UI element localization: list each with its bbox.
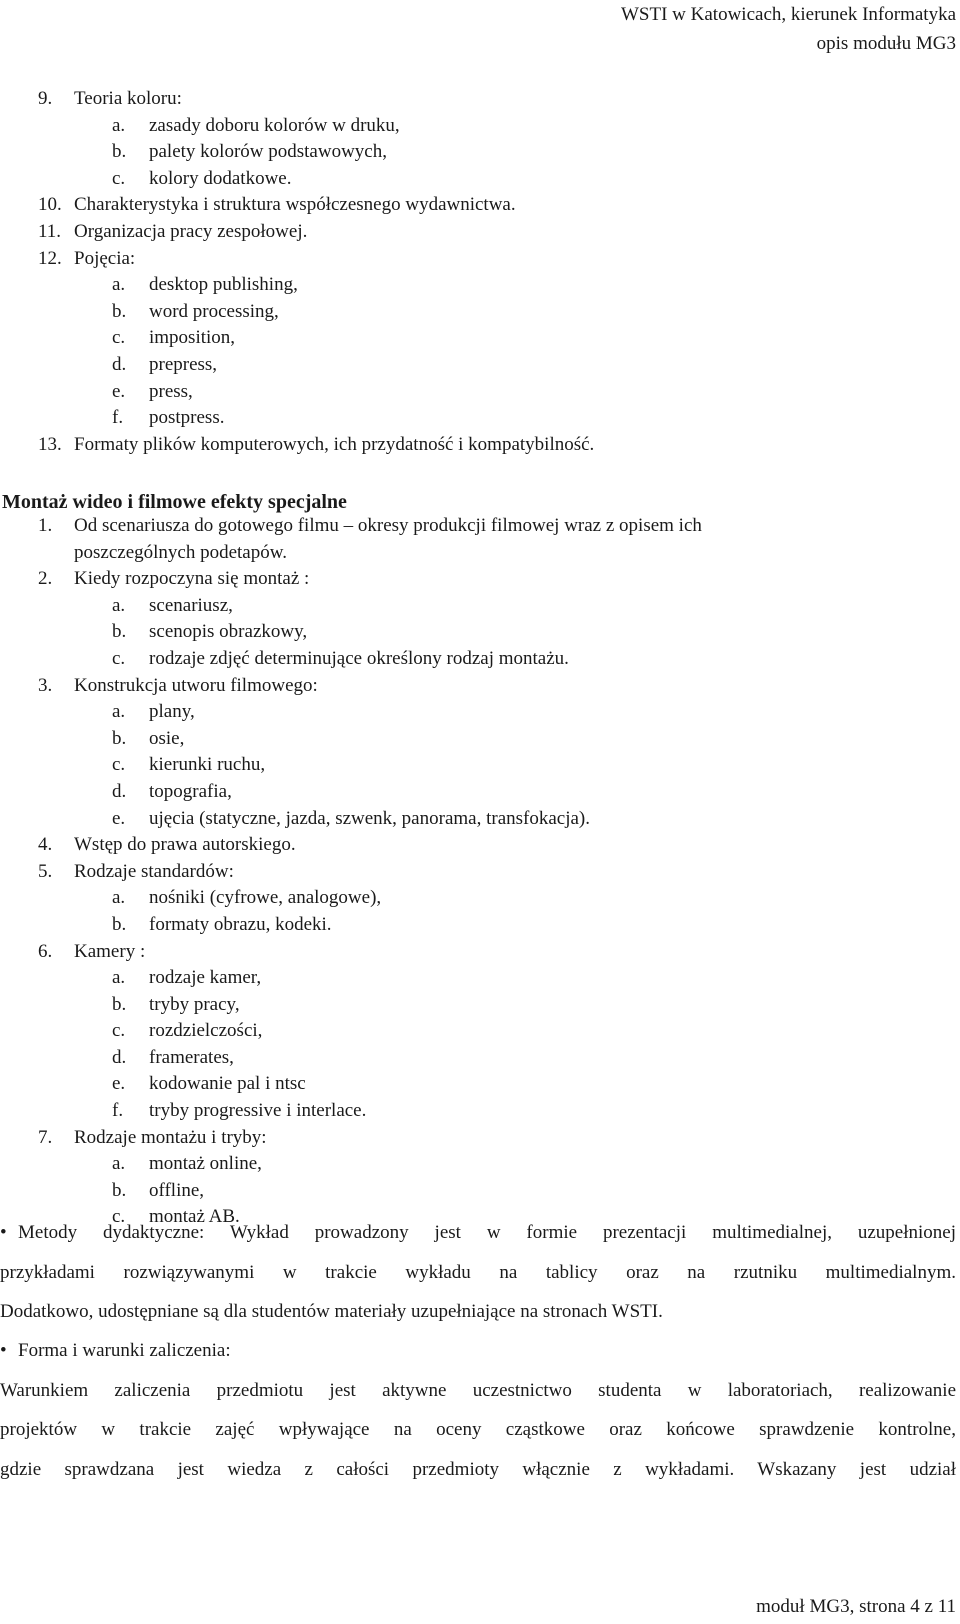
list-item-continuation: poszczególnych podetapów.: [74, 541, 287, 563]
sub-list-item: [0, 1098, 960, 1125]
sub-list-item: [0, 912, 960, 939]
list-item-text: Formaty plików komputerowych, ich przydatność i kompatybilność.: [74, 433, 595, 455]
header-module: opis modułu MG3: [816, 33, 956, 54]
sub-list-item-text: palety kolorów podstawowych,: [149, 141, 387, 163]
sub-list-item: [0, 379, 960, 406]
sub-list-item-text: montaż online,: [149, 1153, 262, 1175]
sub-list-item-text: prepress,: [149, 353, 218, 375]
list-item-number: 6.: [38, 940, 53, 962]
sub-list-item-text: tryby pracy,: [149, 993, 240, 1015]
sub-list-item-text: ujęcia (statyczne, jazda, szwenk, panorama, transfokacja).: [149, 807, 590, 829]
metody-line-1: • Metody dydaktyczne: Wykład prowadzony jest w formie prezentacji multimedialnej, uzupełnionej: [0, 1213, 956, 1253]
sub-list-item-letter: c.: [112, 167, 126, 189]
header-institution: WSTI w Katowicach, kierunek Informatyka: [620, 4, 956, 25]
forma-heading: • Forma i warunki zaliczenia:: [0, 1331, 956, 1371]
sub-list-item: [0, 646, 960, 673]
sub-list-item: [0, 1151, 960, 1178]
sub-list-item-text: word processing,: [149, 300, 279, 322]
page-footer: moduł MG3, strona 4 z 11: [756, 1596, 956, 1617]
sub-list-item-text: kierunki ruchu,: [149, 754, 266, 776]
sub-list-item-text: press,: [149, 380, 193, 402]
list-item: [0, 192, 960, 219]
sub-list-item-text: rozdzielczości,: [149, 1020, 263, 1042]
sub-list-item-letter: a.: [112, 701, 126, 723]
sub-list-item-letter: b.: [112, 1179, 127, 1201]
sub-list-item-letter: c.: [112, 327, 126, 349]
sub-list-item-letter: a.: [112, 967, 126, 989]
list-item: [0, 86, 960, 113]
metody-paragraph: [0, 1213, 956, 1332]
sub-list-item-letter: c.: [112, 1206, 126, 1228]
sub-list-item-text: formaty obrazu, kodeki.: [149, 913, 332, 935]
sub-list-item-letter: e.: [112, 380, 126, 402]
sub-list-item-text: rodzaje kamer,: [149, 967, 262, 989]
forma-paragraph: [0, 1331, 956, 1489]
sub-list-item: [0, 272, 960, 299]
sub-list-item: [0, 1045, 960, 1072]
sub-list-item-letter: b.: [112, 300, 127, 322]
sub-list-item-letter: b.: [112, 141, 127, 163]
list-item-text: Teoria koloru:: [74, 88, 182, 109]
list-item-number: 12.: [38, 247, 62, 269]
sub-list-item-letter: a.: [112, 274, 126, 296]
sub-list-item: [0, 1071, 960, 1098]
sub-list-item: [0, 885, 960, 912]
sub-list-item-letter: b.: [112, 621, 127, 643]
list-item: [0, 832, 960, 859]
list-item-text: Organizacja pracy zespołowej.: [74, 220, 308, 242]
sub-list-item: [0, 619, 960, 646]
topics-list-top: [0, 86, 960, 458]
sub-list-item-letter: f.: [112, 1100, 124, 1122]
sub-list-item-text: zasady doboru kolorów w druku,: [149, 114, 400, 136]
sub-list-item-letter: c.: [112, 1020, 126, 1042]
sub-list-item-letter: c.: [112, 754, 126, 776]
sub-list-item-letter: d.: [112, 780, 127, 802]
sub-list-item: [0, 352, 960, 379]
sub-list-item: [0, 992, 960, 1019]
sub-list-item-text: topografia,: [149, 780, 232, 802]
list-item-number: 5.: [38, 860, 53, 882]
list-item-text: Charakterystyka i struktura współczesnego wydawnictwa.: [74, 194, 516, 216]
list-item-text: Konstrukcja utworu filmowego:: [74, 674, 318, 696]
sub-list-item: [0, 779, 960, 806]
sub-list-item-letter: a.: [112, 887, 126, 909]
list-item-text: Kiedy rozpoczyna się montaż :: [74, 568, 310, 590]
sub-list-item: [0, 1178, 960, 1205]
bullet-icon: •: [0, 1340, 7, 1361]
sub-list-item-text: scenariusz,: [149, 594, 233, 616]
list-item: [0, 673, 960, 700]
sub-list-item-letter: d.: [112, 353, 127, 375]
sub-list-item-letter: f.: [112, 407, 124, 429]
forma-line-2: projektów w trakcie zajęć wpływające na oceny cząstkowe oraz końcowe sprawdzenie kontrolne,: [0, 1419, 956, 1440]
sub-list-item-text: rodzaje zdjęć determinujące określony rodzaj montażu.: [149, 647, 569, 669]
sub-list-item-text: scenopis obrazkowy,: [149, 621, 308, 643]
sub-list-item-text: kolory dodatkowe.: [149, 167, 292, 189]
sub-list-item: [0, 752, 960, 779]
sub-list-item: [0, 139, 960, 166]
list-item-text: Pojęcia:: [74, 247, 136, 269]
sub-list-item: [0, 166, 960, 193]
list-item-number: 1.: [38, 515, 53, 536]
list-item-number: 9.: [38, 88, 53, 109]
sub-list-item: [0, 299, 960, 326]
sub-list-item: [0, 325, 960, 352]
sub-list-item-text: offline,: [149, 1179, 205, 1201]
forma-line-3: gdzie sprawdzana jest wiedza z całości przedmioty włącznie z wykładami. Wskazany jest udział: [0, 1458, 956, 1480]
sub-list-item-text: plany,: [149, 701, 195, 723]
sub-list-item-text: osie,: [149, 727, 185, 749]
page-header: [621, 0, 956, 58]
list-item: [0, 859, 960, 886]
sub-list-item-letter: b.: [112, 727, 127, 749]
sub-list-item: [0, 113, 960, 140]
list-item-number: 10.: [38, 194, 62, 216]
sub-list-item-text: postpress.: [149, 407, 225, 429]
list-item: [0, 939, 960, 966]
sub-list-item-text: kodowanie pal i ntsc: [149, 1073, 306, 1095]
list-item-number: 3.: [38, 674, 53, 696]
sub-list-item-letter: d.: [112, 1046, 127, 1068]
sub-list-item: [0, 593, 960, 620]
list-item: [0, 246, 960, 273]
sub-list-item: [0, 405, 960, 432]
sub-list-item-text: montaż AB.: [149, 1206, 240, 1228]
list-item-number: 4.: [38, 834, 53, 856]
list-item-number: 7.: [38, 1126, 53, 1148]
sub-list-item-text: nośniki (cyfrowe, analogowe),: [149, 887, 382, 909]
sub-list-item-letter: e.: [112, 1073, 126, 1095]
list-item-text: Od scenariusza do gotowego filmu – okresy produkcji filmowej wraz z opisem ich: [74, 515, 702, 536]
sub-list-item: [0, 726, 960, 753]
sub-list-item-letter: e.: [112, 807, 126, 829]
sub-list-item-letter: a.: [112, 1153, 126, 1175]
list-item-number: 2.: [38, 568, 53, 590]
sub-list-item: [0, 699, 960, 726]
sub-list-item-letter: a.: [112, 114, 126, 136]
forma-line-1: Warunkiem zaliczenia przedmiotu jest aktywne uczestnictwo studenta w laboratoriach, realizowanie: [0, 1379, 956, 1401]
metody-line-2: przykładami rozwiązywanymi w trakcie wykładu na tablicy oraz na rzutniku multimedialnym.: [0, 1261, 956, 1283]
list-item: [0, 513, 960, 540]
list-item-text: Rodzaje standardów:: [74, 860, 234, 882]
metody-line-3: Dodatkowo, udostępniane są dla studentów materiały uzupełniające na stronach WSTI.: [0, 1301, 663, 1322]
sub-list-item-letter: c.: [112, 647, 126, 669]
section-title: Montaż wideo i filmowe efekty specjalne: [2, 491, 347, 513]
sub-list-item-text: tryby progressive i interlace.: [149, 1100, 367, 1122]
list-item-text: Wstęp do prawa autorskiego.: [74, 834, 296, 856]
sub-list-item-letter: a.: [112, 594, 126, 616]
list-item-number: 13.: [38, 433, 62, 455]
list-item-number: 11.: [38, 220, 62, 242]
sub-list-item: [0, 1018, 960, 1045]
sub-list-item-text: framerates,: [149, 1046, 234, 1068]
list-item: [0, 219, 960, 246]
list-item-text: Rodzaje montażu i tryby:: [74, 1126, 267, 1148]
sub-list-item: [0, 806, 960, 833]
bullet-icon: •: [0, 1222, 7, 1243]
topics-list-video: [0, 513, 960, 1231]
list-item: [0, 566, 960, 593]
sub-list-item-letter: b.: [112, 993, 127, 1015]
list-item: [0, 1125, 960, 1152]
sub-list-item-letter: b.: [112, 913, 127, 935]
sub-list-item: [0, 965, 960, 992]
sub-list-item-text: desktop publishing,: [149, 274, 298, 296]
list-item-text: Kamery :: [74, 940, 146, 962]
sub-list-item-text: imposition,: [149, 327, 236, 349]
list-item: [0, 432, 960, 459]
